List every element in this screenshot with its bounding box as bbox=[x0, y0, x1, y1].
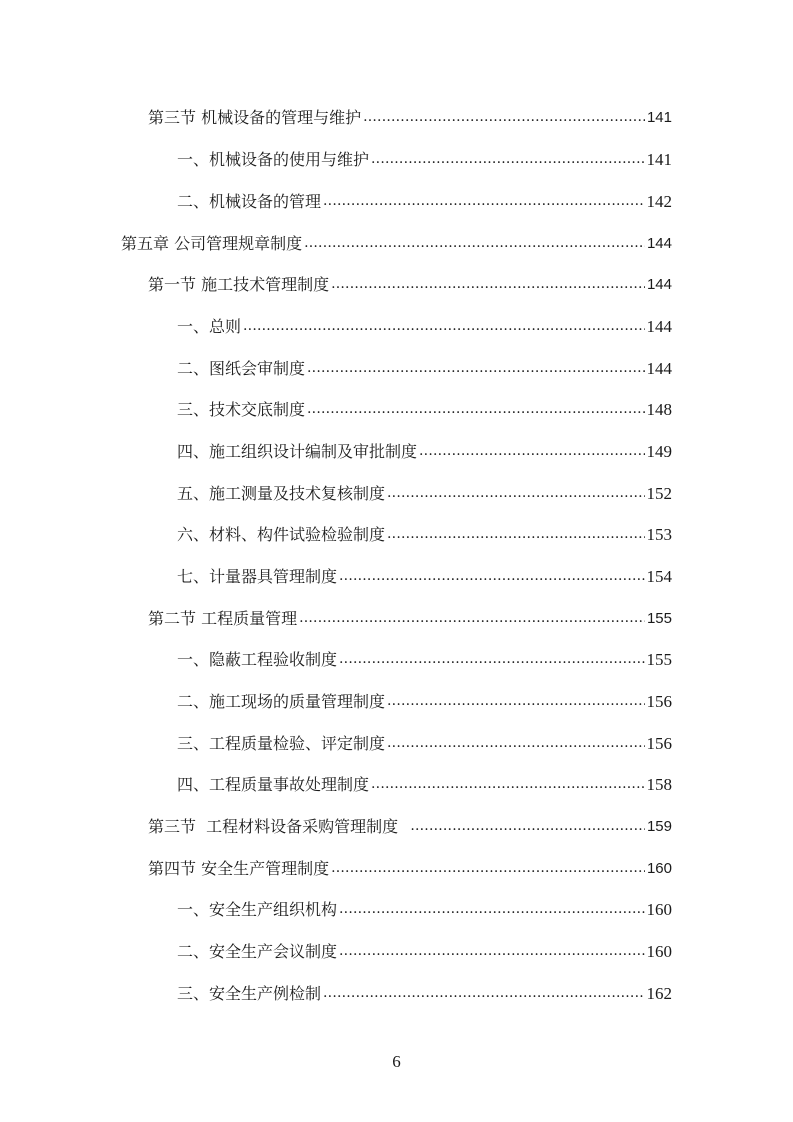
toc-entry-label: 三、技术交底制度 bbox=[177, 400, 306, 419]
toc-entry-label: 第五章 公司管理规章制度 bbox=[121, 234, 303, 253]
toc-entry-label: 第三节 机械设备的管理与维护 bbox=[148, 108, 362, 127]
toc-entry[interactable] bbox=[177, 188, 672, 212]
toc-entry-label: 第四节 安全生产管理制度 bbox=[148, 859, 330, 878]
toc-entry-page: 160 bbox=[646, 942, 672, 961]
toc-entry[interactable] bbox=[177, 896, 672, 920]
toc-entry-page: 155 bbox=[646, 650, 672, 669]
toc-entry-page: 155 bbox=[646, 610, 672, 627]
toc-entry-page: 160 bbox=[646, 860, 672, 877]
toc-entry-label: 二、机械设备的管理 bbox=[177, 192, 322, 211]
toc-entry-label: 四、工程质量事故处理制度 bbox=[177, 775, 370, 794]
dot-leader bbox=[323, 192, 644, 212]
dot-leader bbox=[387, 692, 644, 712]
dot-leader bbox=[304, 234, 645, 254]
toc-entry-label: 一、总则 bbox=[177, 317, 242, 336]
toc-entry-page: 144 bbox=[646, 317, 672, 336]
toc-entry-label: 第二节 工程质量管理 bbox=[148, 609, 298, 628]
toc-entry-label: 二、图纸会审制度 bbox=[177, 359, 306, 378]
toc-entry-page: 141 bbox=[646, 109, 672, 126]
toc-entry-label: 一、安全生产组织机构 bbox=[177, 900, 338, 919]
toc-entry[interactable] bbox=[148, 271, 672, 295]
toc-entry-page: 144 bbox=[646, 276, 672, 293]
toc-entry[interactable] bbox=[177, 480, 672, 504]
dot-leader bbox=[307, 400, 644, 420]
toc-entry-page: 142 bbox=[646, 192, 672, 211]
toc-entry[interactable] bbox=[177, 938, 672, 962]
toc-entry-label: 一、隐蔽工程验收制度 bbox=[177, 650, 338, 669]
dot-leader bbox=[387, 484, 644, 504]
toc-entry-label: 一、机械设备的使用与维护 bbox=[177, 150, 370, 169]
toc-entry-page: 141 bbox=[646, 150, 672, 169]
toc-entry-label: 第三节 工程材料设备采购管理制度 bbox=[148, 817, 409, 836]
toc-entry-page: 158 bbox=[646, 775, 672, 794]
toc-entry-label: 第一节 施工技术管理制度 bbox=[148, 275, 330, 294]
dot-leader bbox=[387, 734, 644, 754]
toc-entry[interactable] bbox=[148, 813, 672, 837]
toc-entry[interactable] bbox=[177, 438, 672, 462]
dot-leader bbox=[307, 359, 644, 379]
toc-entry[interactable] bbox=[177, 563, 672, 587]
dot-leader bbox=[419, 442, 644, 462]
toc-entry-page: 162 bbox=[646, 984, 672, 1003]
toc-entry-page: 160 bbox=[646, 900, 672, 919]
toc-entry-label: 二、安全生产会议制度 bbox=[177, 942, 338, 961]
dot-leader bbox=[339, 942, 644, 962]
toc-entry-page: 144 bbox=[646, 235, 672, 252]
dot-leader bbox=[339, 650, 644, 670]
toc-entry-label: 五、施工测量及技术复核制度 bbox=[177, 484, 386, 503]
toc-entry[interactable] bbox=[177, 521, 672, 545]
toc-entry[interactable] bbox=[177, 771, 672, 795]
toc-entry[interactable] bbox=[177, 355, 672, 379]
toc-entry-page: 156 bbox=[646, 692, 672, 711]
toc-entry-label: 六、材料、构件试验检验制度 bbox=[177, 525, 386, 544]
toc-entry-page: 144 bbox=[646, 359, 672, 378]
dot-leader bbox=[371, 150, 644, 170]
dot-leader bbox=[363, 108, 645, 128]
dot-leader bbox=[299, 609, 645, 629]
toc-entry-label: 四、施工组织设计编制及审批制度 bbox=[177, 442, 418, 461]
toc-entry-page: 154 bbox=[646, 567, 672, 586]
toc-entry-label: 三、工程质量检验、评定制度 bbox=[177, 734, 386, 753]
toc-entry-label: 三、安全生产例检制 bbox=[177, 984, 322, 1003]
toc-entry[interactable] bbox=[177, 313, 672, 337]
toc-entry[interactable] bbox=[177, 646, 672, 670]
toc-entry-label: 二、施工现场的质量管理制度 bbox=[177, 692, 386, 711]
dot-leader bbox=[323, 984, 644, 1004]
toc-entry[interactable] bbox=[148, 104, 672, 128]
toc-entry-page: 153 bbox=[646, 525, 672, 544]
toc-entry[interactable] bbox=[177, 980, 672, 1004]
toc-entry-label: 七、计量器具管理制度 bbox=[177, 567, 338, 586]
dot-leader bbox=[371, 775, 644, 795]
dot-leader bbox=[331, 275, 645, 295]
toc-entry[interactable] bbox=[121, 230, 672, 254]
toc-entry[interactable] bbox=[177, 688, 672, 712]
toc-entry-page: 149 bbox=[646, 442, 672, 461]
toc-entry[interactable] bbox=[177, 146, 672, 170]
toc-entry-page: 148 bbox=[646, 400, 672, 419]
dot-leader bbox=[243, 317, 644, 337]
toc-entry[interactable] bbox=[148, 605, 672, 629]
toc-entry[interactable] bbox=[177, 730, 672, 754]
toc-entry[interactable] bbox=[148, 855, 672, 879]
dot-leader bbox=[339, 900, 644, 920]
toc-entry[interactable] bbox=[177, 396, 672, 420]
dot-leader bbox=[387, 525, 644, 545]
toc-entry-page: 159 bbox=[646, 818, 672, 835]
toc-entry-page: 152 bbox=[646, 484, 672, 503]
dot-leader bbox=[410, 817, 645, 837]
dot-leader bbox=[339, 567, 644, 587]
dot-leader bbox=[331, 859, 645, 879]
toc-entry-page: 156 bbox=[646, 734, 672, 753]
page-number: 6 bbox=[392, 1052, 401, 1071]
